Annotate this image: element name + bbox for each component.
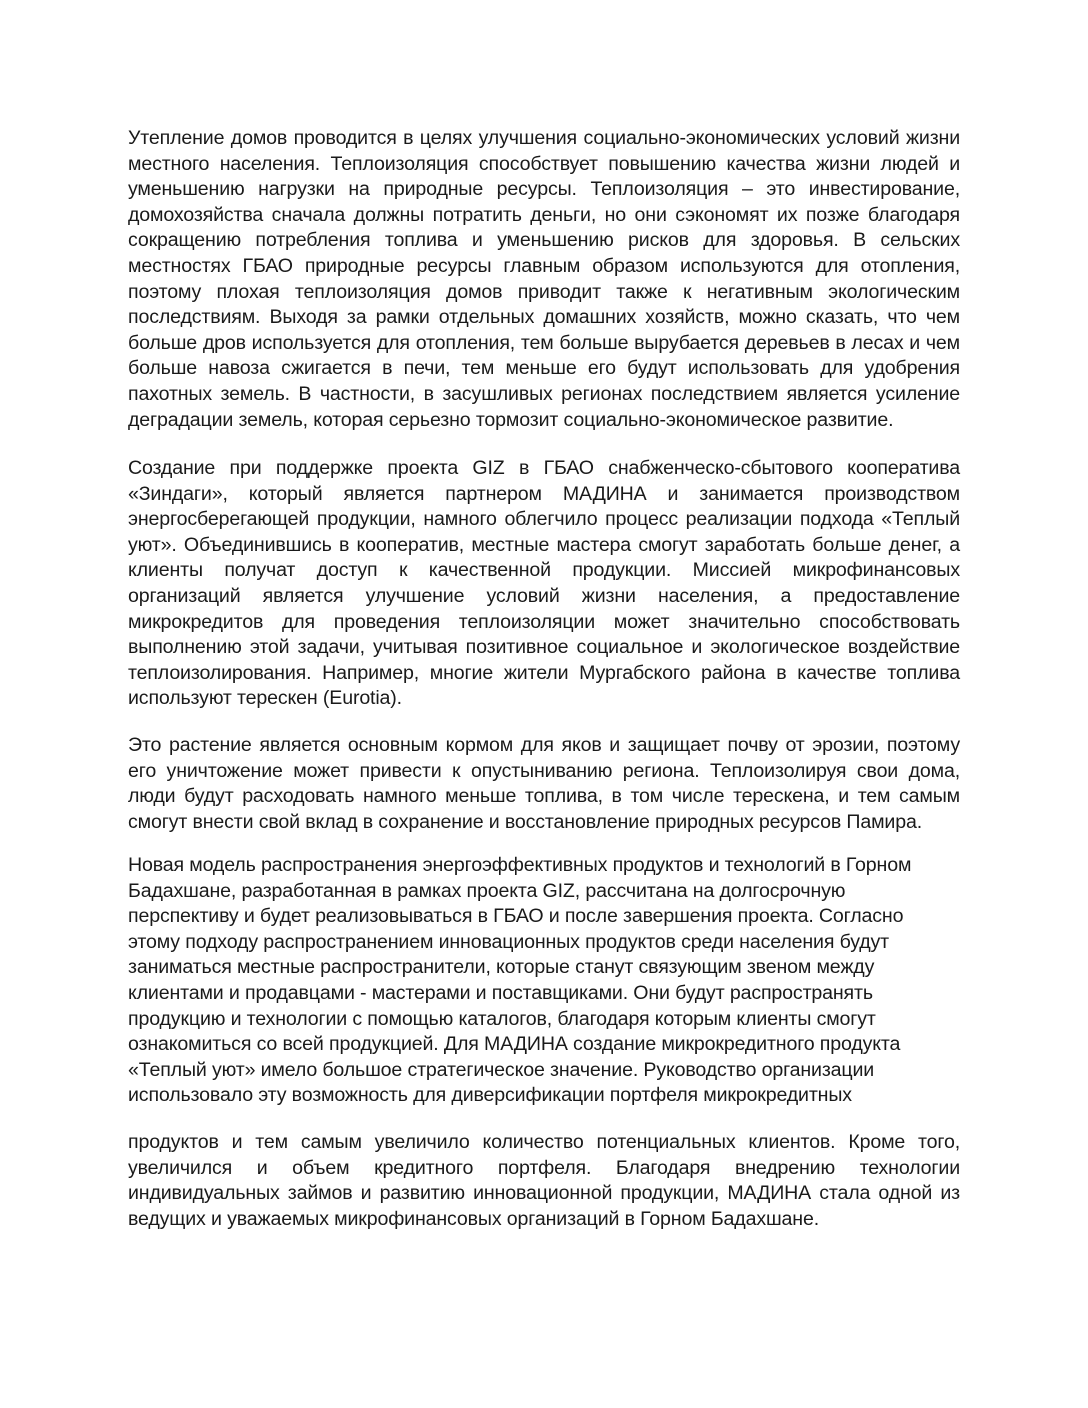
paragraph-home-insulation: Утепление домов проводится в целях улучшения социально-экономических условий жизни местного населения. Теплоизоляция способствует повышению качества жизни людей и уменьшению нагрузки на природные ресурсы. Теплоизоляция – это инвестирование, домохозяйства сначала должны потратить деньги, но они сэкономят их позже благодаря сокращению потребления топлива и уменьшению рисков для здоровья. В сельских местностях ГБАО природные ресурсы главным образом используются для отопления, поэтому плохая теплоизоляция домов приводит также к негативным экологическим последствиям. Выходя за рамки отдельных домашних хозяйств, можно сказать, что чем больше дров используется для отопления, тем больше вырубается деревьев в лесах и чем больше навоза сжигается в печи, тем меньше его будут использовать для удобрения пахотных земель. В частности, в засушливых регионах последствием является усиление деградации земель, которая серьезно тормозит социально-экономическое развитие. [128, 127, 960, 431]
paragraph-teresken-plant: Это растение является основным кормом для яков и защищает почву от эрозии, поэтому его уничтожение может привести к опустыниванию региона. Теплоизолируя свои дома, люди будут расходовать намного меньше топлива, в том числе терескена, и тем самым смогут внести свой вклад в сохранение и восстановление природных ресурсов Памира. [128, 734, 960, 833]
paragraph-madina-portfolio: продуктов и тем самым увеличило количество потенциальных клиентов. Кроме того, увеличился и объем кредитного портфеля. Благодаря внедрению технологии индивидуальных займов и развитию инновационной продукции, МАДИНА стала одной из ведущих и уважаемых микрофинансовых организаций в Горном Бадахшане. [128, 1131, 960, 1230]
paragraph-zindagi-cooperative: Создание при поддержке проекта GIZ в ГБАО снабженческо-сбытового кооператива «Зиндаги», который является партнером МАДИНА и занимается производством энергосберегающей продукции, намного облегчило процесс реализации подхода «Теплый уют». Объединившись в кооператив, местные мастера смогут заработать больше денег, а клиенты получат доступ к качественной продукции. Миссией микрофинансовых организаций является улучшение условий жизни населения, а предоставление микрокредитов для проведения теплоизоляции может значительно способствовать выполнению этой задачи, учитывая позитивное социальное и экологическое воздействие теплоизолирования. Например, многие жители Мургабского района в качестве топлива используют терескен (Eurotia). [128, 457, 960, 710]
paragraph-distribution-model: Новая модель распространения энергоэффективных продуктов и технологий в Горном Бадахшане, разработанная в рамках проекта GIZ, рассчитана на долгосрочную перспективу и будет реализовываться в ГБАО и после завершения проекта. Согласно этому подходу распространением инновационных продуктов среди населения будут заниматься местные распространители, которые станут связующим звеном между клиентами и продавцами - мастерами и поставщиками. Они будут распространять продукцию и технологии с помощью каталогов, благодаря которым клиенты смогут ознакомиться со всей продукцией. Для МАДИНА создание микрокредитного продукта «Теплый уют» имело большое стратегическое значение. Руководство организации использовало эту возможность для диверсификации портфеля микрокредитных [128, 854, 912, 1107]
